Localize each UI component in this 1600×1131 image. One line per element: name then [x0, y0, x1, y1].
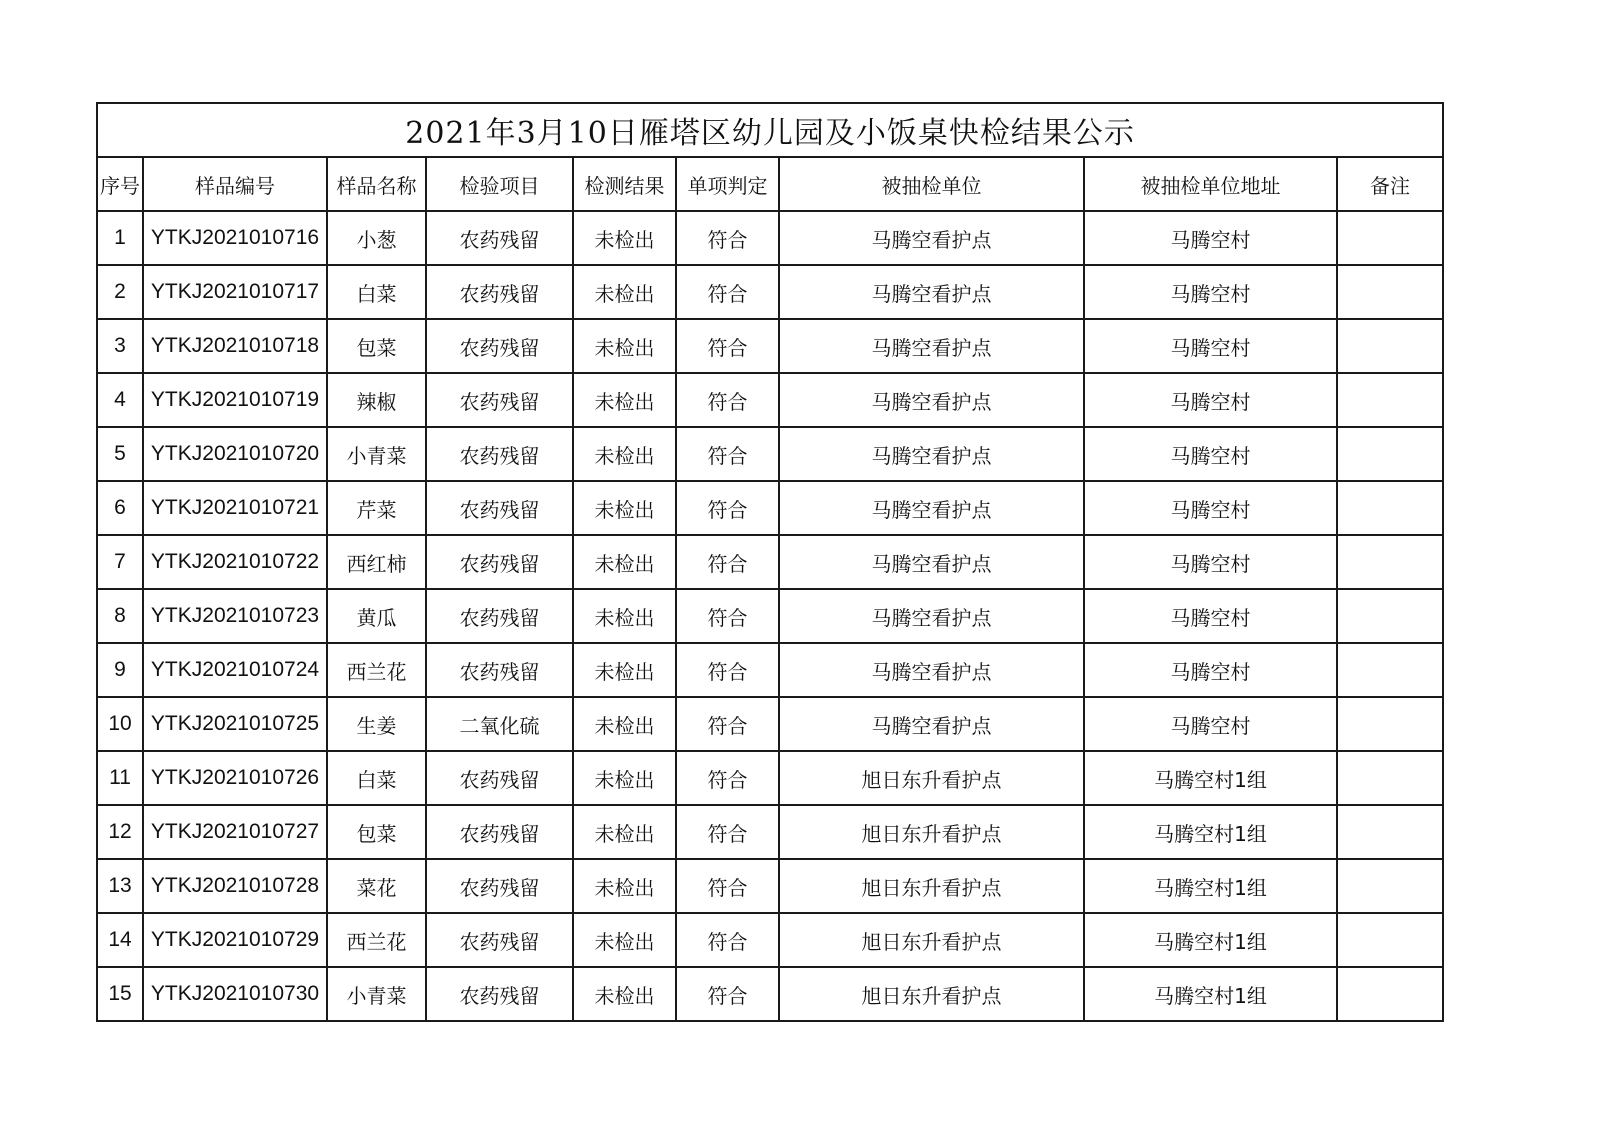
- cell-test-item: 农药残留: [426, 859, 573, 913]
- header-test-item: 检验项目: [426, 157, 573, 211]
- cell-sample-name: 辣椒: [327, 373, 426, 427]
- cell-test-result: 未检出: [573, 211, 676, 265]
- cell-judgement: 符合: [676, 751, 779, 805]
- cell-note: [1337, 805, 1443, 859]
- cell-note: [1337, 211, 1443, 265]
- cell-test-result: 未检出: [573, 535, 676, 589]
- cell-sample-code: YTKJ2021010720: [143, 427, 327, 481]
- cell-judgement: 符合: [676, 859, 779, 913]
- cell-sample-name: 芹菜: [327, 481, 426, 535]
- cell-note: [1337, 319, 1443, 373]
- cell-unit-address: 马腾空村1组: [1084, 913, 1337, 967]
- table-row: [97, 427, 1443, 481]
- cell-sampled-unit: 马腾空看护点: [779, 265, 1084, 319]
- title-row: [97, 103, 1443, 157]
- cell-test-result: 未检出: [573, 265, 676, 319]
- cell-test-item: 农药残留: [426, 319, 573, 373]
- cell-sampled-unit: 马腾空看护点: [779, 643, 1084, 697]
- table-row: [97, 535, 1443, 589]
- cell-note: [1337, 427, 1443, 481]
- cell-judgement: 符合: [676, 373, 779, 427]
- cell-test-item: 农药残留: [426, 913, 573, 967]
- table-row: [97, 481, 1443, 535]
- cell-sample-name: 西兰花: [327, 643, 426, 697]
- cell-judgement: 符合: [676, 319, 779, 373]
- cell-sampled-unit: 旭日东升看护点: [779, 913, 1084, 967]
- table-row: [97, 211, 1443, 265]
- cell-sample-name: 黄瓜: [327, 589, 426, 643]
- cell-sample-code: YTKJ2021010729: [143, 913, 327, 967]
- cell-sample-name: 生姜: [327, 697, 426, 751]
- cell-note: [1337, 751, 1443, 805]
- cell-sample-code: YTKJ2021010716: [143, 211, 327, 265]
- cell-test-result: 未检出: [573, 805, 676, 859]
- cell-unit-address: 马腾空村: [1084, 427, 1337, 481]
- cell-sampled-unit: 马腾空看护点: [779, 535, 1084, 589]
- cell-judgement: 符合: [676, 211, 779, 265]
- results-table: [96, 102, 1444, 1022]
- cell-sample-name: 包菜: [327, 805, 426, 859]
- cell-judgement: 符合: [676, 535, 779, 589]
- cell-sample-name: 小青菜: [327, 967, 426, 1021]
- header-sample-code: 样品编号: [143, 157, 327, 211]
- table-row: [97, 319, 1443, 373]
- cell-test-item: 农药残留: [426, 427, 573, 481]
- header-sampled-unit: 被抽检单位: [779, 157, 1084, 211]
- cell-sample-code: YTKJ2021010726: [143, 751, 327, 805]
- cell-note: [1337, 265, 1443, 319]
- cell-no: 14: [97, 913, 143, 967]
- cell-no: 6: [97, 481, 143, 535]
- cell-sampled-unit: 旭日东升看护点: [779, 859, 1084, 913]
- header-sample-name: 样品名称: [327, 157, 426, 211]
- cell-no: 9: [97, 643, 143, 697]
- cell-sample-name: 西兰花: [327, 913, 426, 967]
- cell-no: 15: [97, 967, 143, 1021]
- cell-no: 8: [97, 589, 143, 643]
- table-row: [97, 643, 1443, 697]
- cell-test-item: 农药残留: [426, 481, 573, 535]
- table-row: [97, 373, 1443, 427]
- cell-unit-address: 马腾空村: [1084, 643, 1337, 697]
- header-judgement: 单项判定: [676, 157, 779, 211]
- cell-judgement: 符合: [676, 481, 779, 535]
- cell-test-result: 未检出: [573, 967, 676, 1021]
- cell-sample-code: YTKJ2021010722: [143, 535, 327, 589]
- cell-test-result: 未检出: [573, 427, 676, 481]
- cell-sample-name: 包菜: [327, 319, 426, 373]
- cell-unit-address: 马腾空村: [1084, 211, 1337, 265]
- cell-note: [1337, 589, 1443, 643]
- header-row: [97, 157, 1443, 211]
- cell-unit-address: 马腾空村1组: [1084, 751, 1337, 805]
- cell-sample-code: YTKJ2021010727: [143, 805, 327, 859]
- cell-test-item: 农药残留: [426, 751, 573, 805]
- cell-judgement: 符合: [676, 967, 779, 1021]
- header-unit-address: 被抽检单位地址: [1084, 157, 1337, 211]
- cell-test-result: 未检出: [573, 643, 676, 697]
- cell-unit-address: 马腾空村: [1084, 589, 1337, 643]
- cell-test-result: 未检出: [573, 913, 676, 967]
- cell-sample-code: YTKJ2021010728: [143, 859, 327, 913]
- table-row: [97, 589, 1443, 643]
- cell-note: [1337, 913, 1443, 967]
- cell-unit-address: 马腾空村: [1084, 265, 1337, 319]
- cell-test-item: 农药残留: [426, 589, 573, 643]
- cell-test-item: 农药残留: [426, 373, 573, 427]
- cell-unit-address: 马腾空村: [1084, 373, 1337, 427]
- cell-sampled-unit: 旭日东升看护点: [779, 805, 1084, 859]
- cell-unit-address: 马腾空村1组: [1084, 859, 1337, 913]
- cell-sampled-unit: 旭日东升看护点: [779, 751, 1084, 805]
- cell-judgement: 符合: [676, 697, 779, 751]
- cell-no: 13: [97, 859, 143, 913]
- header-note: 备注: [1337, 157, 1443, 211]
- header-no: 序号: [97, 157, 143, 211]
- cell-no: 3: [97, 319, 143, 373]
- cell-no: 7: [97, 535, 143, 589]
- cell-sample-name: 西红柿: [327, 535, 426, 589]
- cell-test-result: 未检出: [573, 319, 676, 373]
- table-row: [97, 265, 1443, 319]
- cell-note: [1337, 643, 1443, 697]
- cell-test-result: 未检出: [573, 859, 676, 913]
- table-row: [97, 913, 1443, 967]
- table-body: [97, 211, 1443, 1021]
- cell-sample-code: YTKJ2021010724: [143, 643, 327, 697]
- cell-judgement: 符合: [676, 913, 779, 967]
- cell-judgement: 符合: [676, 643, 779, 697]
- cell-test-result: 未检出: [573, 589, 676, 643]
- cell-test-result: 未检出: [573, 697, 676, 751]
- cell-sampled-unit: 马腾空看护点: [779, 427, 1084, 481]
- cell-unit-address: 马腾空村: [1084, 481, 1337, 535]
- cell-test-item: 农药残留: [426, 643, 573, 697]
- cell-test-item: 二氧化硫: [426, 697, 573, 751]
- cell-sample-name: 小青菜: [327, 427, 426, 481]
- cell-sampled-unit: 马腾空看护点: [779, 373, 1084, 427]
- cell-no: 11: [97, 751, 143, 805]
- cell-sample-name: 白菜: [327, 751, 426, 805]
- cell-unit-address: 马腾空村: [1084, 535, 1337, 589]
- cell-sample-name: 小葱: [327, 211, 426, 265]
- cell-test-item: 农药残留: [426, 211, 573, 265]
- cell-test-item: 农药残留: [426, 805, 573, 859]
- table-row: [97, 751, 1443, 805]
- cell-unit-address: 马腾空村: [1084, 319, 1337, 373]
- cell-unit-address: 马腾空村: [1084, 697, 1337, 751]
- cell-judgement: 符合: [676, 589, 779, 643]
- cell-no: 2: [97, 265, 143, 319]
- page-title: 2021年3月10日雁塔区幼儿园及小饭桌快检结果公示: [97, 103, 1443, 157]
- cell-sampled-unit: 马腾空看护点: [779, 211, 1084, 265]
- cell-test-result: 未检出: [573, 751, 676, 805]
- cell-sampled-unit: 马腾空看护点: [779, 319, 1084, 373]
- cell-sample-name: 菜花: [327, 859, 426, 913]
- cell-sample-code: YTKJ2021010719: [143, 373, 327, 427]
- cell-sampled-unit: 马腾空看护点: [779, 697, 1084, 751]
- cell-unit-address: 马腾空村1组: [1084, 967, 1337, 1021]
- cell-judgement: 符合: [676, 805, 779, 859]
- cell-test-item: 农药残留: [426, 535, 573, 589]
- cell-judgement: 符合: [676, 427, 779, 481]
- cell-sample-code: YTKJ2021010721: [143, 481, 327, 535]
- cell-sample-code: YTKJ2021010730: [143, 967, 327, 1021]
- results-sheet: [96, 102, 1442, 1022]
- cell-sample-code: YTKJ2021010725: [143, 697, 327, 751]
- table-row: [97, 805, 1443, 859]
- cell-test-result: 未检出: [573, 481, 676, 535]
- cell-sampled-unit: 马腾空看护点: [779, 481, 1084, 535]
- cell-sample-code: YTKJ2021010718: [143, 319, 327, 373]
- cell-note: [1337, 967, 1443, 1021]
- cell-sampled-unit: 马腾空看护点: [779, 589, 1084, 643]
- cell-no: 4: [97, 373, 143, 427]
- cell-sample-code: YTKJ2021010723: [143, 589, 327, 643]
- cell-judgement: 符合: [676, 265, 779, 319]
- table-row: [97, 967, 1443, 1021]
- cell-test-result: 未检出: [573, 373, 676, 427]
- cell-test-item: 农药残留: [426, 967, 573, 1021]
- cell-note: [1337, 535, 1443, 589]
- cell-sampled-unit: 旭日东升看护点: [779, 967, 1084, 1021]
- cell-note: [1337, 481, 1443, 535]
- cell-note: [1337, 373, 1443, 427]
- cell-test-item: 农药残留: [426, 265, 573, 319]
- cell-no: 5: [97, 427, 143, 481]
- cell-sample-code: YTKJ2021010717: [143, 265, 327, 319]
- table-row: [97, 859, 1443, 913]
- cell-no: 1: [97, 211, 143, 265]
- cell-no: 12: [97, 805, 143, 859]
- cell-unit-address: 马腾空村1组: [1084, 805, 1337, 859]
- cell-note: [1337, 859, 1443, 913]
- table-row: [97, 697, 1443, 751]
- header-test-result: 检测结果: [573, 157, 676, 211]
- cell-note: [1337, 697, 1443, 751]
- cell-sample-name: 白菜: [327, 265, 426, 319]
- cell-no: 10: [97, 697, 143, 751]
